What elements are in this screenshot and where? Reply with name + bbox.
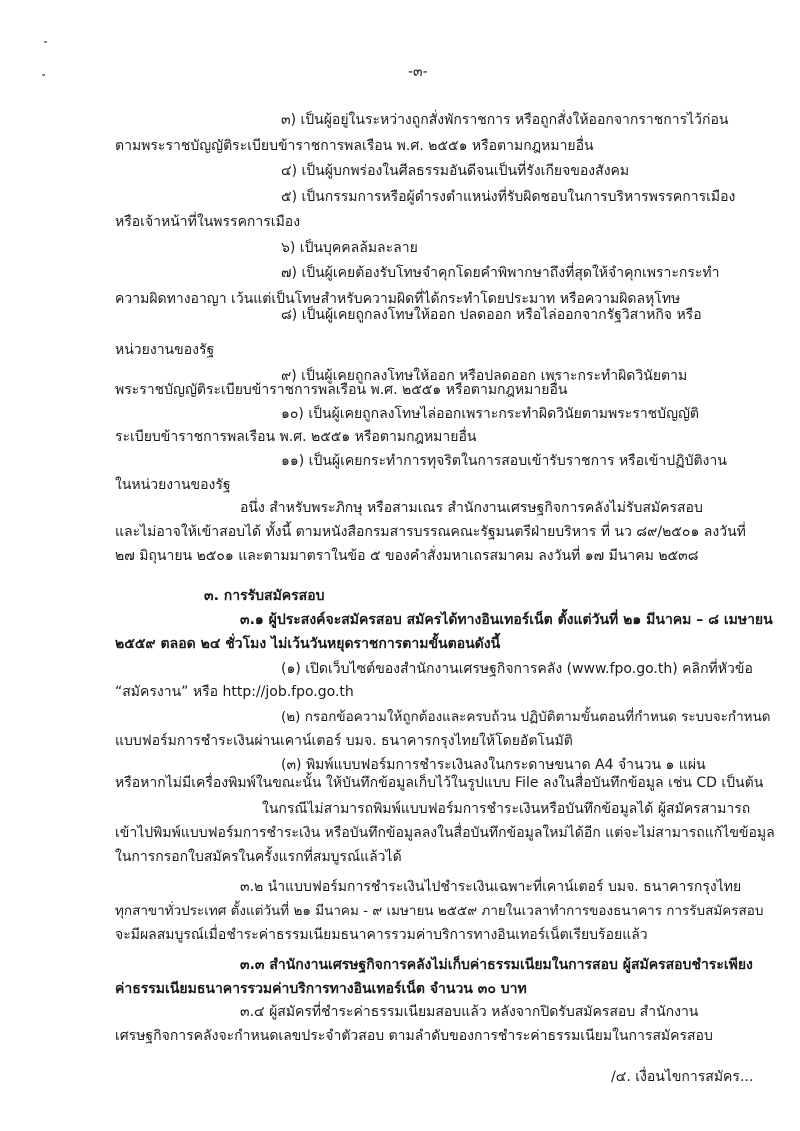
- text-line: ค่าธรรมเนียมธนาคารรวมค่าบริการทางอินเทอร์เน็ต จำนวน ๓๐ บาท: [115, 981, 527, 997]
- text-line: ๔) เป็นผู้บกพร่องในศีลธรรมอันดีจนเป็นที่รังเกียจของสังคม: [281, 163, 630, 179]
- text-line: หรือหากไม่มีเครื่องพิมพ์ในขณะนั้น ให้บันทึกข้อมูลเก็บไว้ในรูปแบบ File ลงในสื่อบันทึกข้อมูล เช่น CD เป็นต้น: [115, 775, 764, 791]
- text-line: ๙) เป็นผู้เคยถูกลงโทษให้ออก หรือปลดออก เพราะกระทำผิดวินัยตาม: [281, 368, 688, 384]
- text-line: เศรษฐกิจการคลังจะกำหนดเลขประจำตัวสอบ ตามลำดับของการชำระค่าธรรมเนียมในการสมัครสอบ: [115, 1028, 713, 1044]
- text-line: พระราชบัญญัติระเบียบข้าราชการพลเรือน พ.ศ. ๒๕๕๑ หรือตามกฎหมายอื่น: [115, 382, 568, 398]
- text-line: ๕) เป็นกรรมการหรือผู้ดำรงตำแหน่งที่รับผิดชอบในการบริหารพรรคการเมือง: [281, 189, 736, 205]
- text-line: เข้าไปพิมพ์แบบฟอร์มการชำระเงิน หรือบันทึกข้อมูลลงในสื่อบันทึกข้อมูลใหม่ได้อีก แต่จะไม่สามารถแก้ไขข้อมูล: [115, 825, 775, 841]
- text-line: แบบฟอร์มการชำระเงินผ่านเคาน์เตอร์ บมจ. ธนาคารกรุงไทยให้โดยอัตโนมัติ: [115, 733, 573, 749]
- text-line: ในการกรอกใบสมัครในครั้งแรกที่สมบูรณ์แล้วได้: [115, 849, 402, 865]
- scan-speck: [42, 74, 45, 76]
- text-line: ๓.๒ นำแบบฟอร์มการชำระเงินไปชำระเงินเฉพาะที่เคาน์เตอร์ บมจ. ธนาคารกรุงไทย: [240, 879, 742, 895]
- text-line: จะมีผลสมบูรณ์เมื่อชำระค่าธรรมเนียมธนาคารรวมค่าบริการทางอินเทอร์เน็ตเรียบร้อยแล้ว: [115, 927, 648, 943]
- text-line: ในหน่วยงานของรัฐ: [115, 477, 231, 493]
- text-line: ตามพระราชบัญญัติระเบียบข้าราชการพลเรือน พ.ศ. ๒๕๕๑ หรือตามกฎหมายอื่น: [115, 138, 594, 154]
- text-line: ในกรณีไม่สามารถพิมพ์แบบฟอร์มการชำระเงินหรือบันทึกข้อมูลได้ ผู้สมัครสามารถ: [262, 801, 751, 817]
- text-line: (๒) กรอกข้อความให้ถูกต้องและครบถ้วน ปฏิบัติตามขั้นตอนที่กำหนด ระบบจะกำหนด: [281, 709, 771, 725]
- text-line: ๖) เป็นบุคคลล้มละลาย: [281, 240, 418, 256]
- page-number: -๓-: [408, 64, 428, 80]
- text-line: ๓.๔ ผู้สมัครที่ชำระค่าธรรมเนียมสอบแล้ว หลังจากปิดรับสมัครสอบ สำนักงาน: [240, 1004, 699, 1020]
- text-line: หรือเจ้าหน้าที่ในพรรคการเมือง: [115, 214, 301, 230]
- text-line: ๑๑) เป็นผู้เคยกระทำการทุจริตในการสอบเข้ารับราชการ หรือเข้าปฏิบัติงาน: [281, 453, 727, 469]
- text-line: หน่วยงานของรัฐ: [115, 342, 215, 358]
- text-line: และไม่อาจให้เข้าสอบได้ ทั้งนี้ ตามหนังสือกรมสารบรรณคณะรัฐมนตรีฝ่ายบริหาร ที่ นว ๘๙/๒๕๐๑ ลงวันที่: [115, 524, 746, 540]
- text-line: ความผิดทางอาญา เว้นแต่เป็นโทษสำหรับความผิดที่ได้กระทำโดยประมาท หรือความผิดลหุโทษ: [115, 291, 681, 307]
- text-line: ๒๕๕๙ ตลอด ๒๔ ชั่วโมง ไม่เว้นวันหยุดราชการตามขั้นตอนดังนี้: [115, 636, 501, 652]
- text-line: อนึ่ง สำหรับพระภิกษุ หรือสามเณร สำนักงานเศรษฐกิจการคลังไม่รับสมัครสอบ: [240, 500, 703, 516]
- text-line: ๘) เป็นผู้เคยถูกลงโทษให้ออก ปลดออก หรือไล่ออกจากรัฐวิสาหกิจ หรือ: [281, 307, 702, 323]
- text-line: ๑๐) เป็นผู้เคยถูกลงโทษไล่ออกเพราะกระทำผิดวินัยตามพระราชบัญญัติ: [281, 406, 700, 422]
- text-line: ๗) เป็นผู้เคยต้องรับโทษจำคุกโดยคำพิพากษาถึงที่สุดให้จำคุกเพราะกระทำ: [281, 265, 720, 281]
- text-line: “สมัครงาน” หรือ http://job.fpo.go.th: [115, 684, 354, 700]
- text-line: ๓.๑ ผู้ประสงค์จะสมัครสอบ สมัครได้ทางอินเทอร์เน็ต ตั้งแต่วันที่ ๒๑ มีนาคม – ๘ เมษายน: [240, 612, 773, 628]
- text-line: (๓) พิมพ์แบบฟอร์มการชำระเงินลงในกระดาษขนาด A4 จำนวน ๑ แผ่น: [281, 757, 706, 773]
- text-line: ระเบียบข้าราชการพลเรือน พ.ศ. ๒๕๕๑ หรือตามกฎหมายอื่น: [115, 429, 477, 445]
- text-line: ๓. การรับสมัครสอบ: [204, 588, 325, 604]
- text-line: (๑) เปิดเว็บไซต์ของสำนักงานเศรษฐกิจการคลัง (www.fpo.go.th) คลิกที่หัวข้อ: [281, 661, 753, 677]
- text-line: ๒๗ มิถุนายน ๒๕๐๑ และตามมาตราในข้อ ๕ ของคำสั่งมหาเถรสมาคม ลงวันที่ ๑๗ มีนาคม ๒๕๓๘: [115, 548, 699, 564]
- scan-speck: [44, 41, 47, 43]
- text-line: ๓.๓ สำนักงานเศรษฐกิจการคลังไม่เก็บค่าธรรมเนียมในการสอบ ผู้สมัครสอบชำระเพียง: [240, 957, 753, 973]
- text-line: ๓) เป็นผู้อยู่ในระหว่างถูกสั่งพักราชการ หรือถูกสั่งให้ออกจากราชการไว้ก่อน: [281, 112, 729, 128]
- text-line: ทุกสาขาทั่วประเทศ ตั้งแต่วันที่ ๒๑ มีนาคม - ๙ เมษายน ๒๕๕๙ ภายในเวลาทำการของธนาคาร การรับสมัครสอบ: [115, 903, 764, 919]
- text-line: /๔. เงื่อนไขการสมัคร...: [611, 1069, 754, 1085]
